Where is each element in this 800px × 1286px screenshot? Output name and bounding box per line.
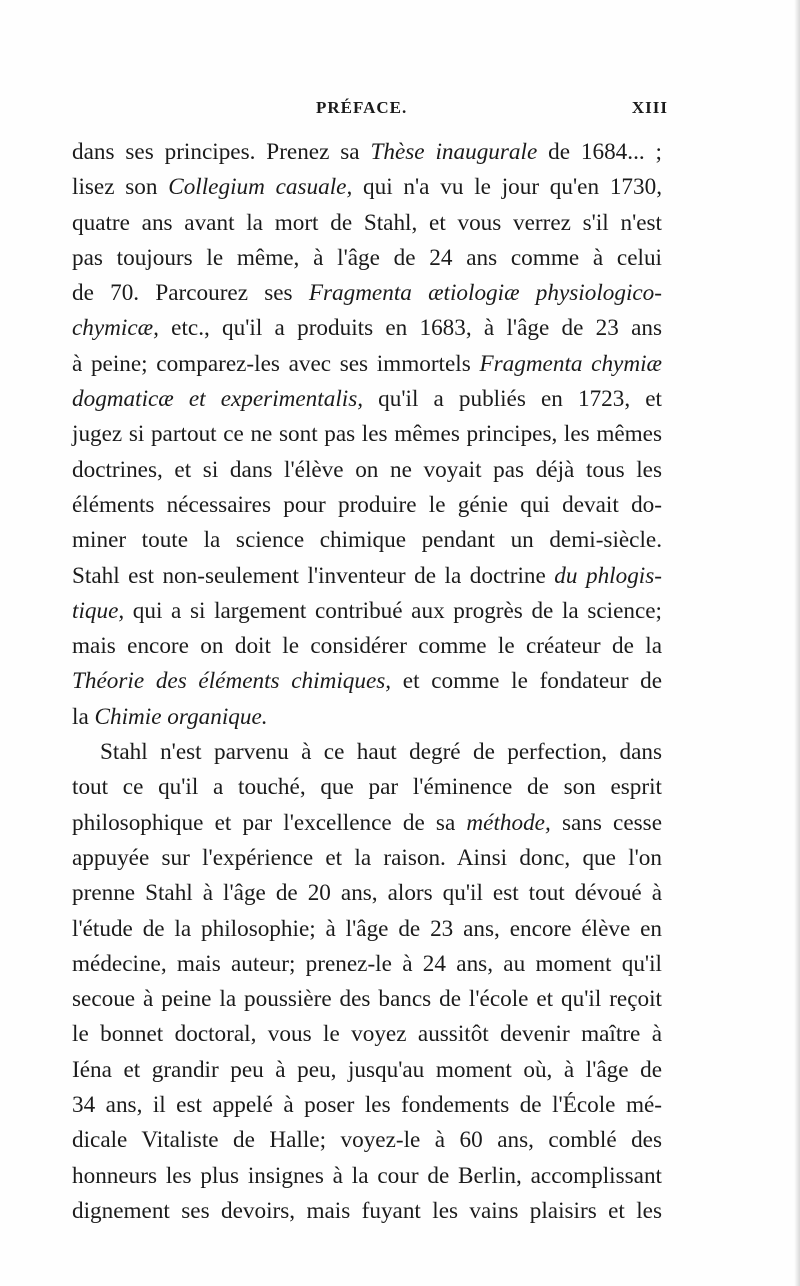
text-run: prenne Stahl à l'âge de 20 ans, alors qu'il est tout dévoué à xyxy=(72,880,662,907)
text-line xyxy=(72,311,662,346)
text-run: et comme le fondateur de xyxy=(391,668,663,695)
text-run: sans cesse xyxy=(550,809,662,836)
italic-text: Thèse inaugurale xyxy=(370,139,538,165)
text-line xyxy=(72,700,662,735)
text-line xyxy=(72,488,662,523)
text-run: secoue à peine la poussière des bancs de l'école et qu'il reçoit xyxy=(72,986,662,1013)
text-run: médecine, mais auteur; prenez-le à 24 ans, au moment qu'il xyxy=(72,950,662,977)
text-line xyxy=(72,382,662,417)
text-line xyxy=(72,876,662,911)
italic-text: méthode, xyxy=(466,809,551,836)
text-run: qu'il a publiés en 1723, et xyxy=(363,386,662,413)
text-line xyxy=(72,523,662,558)
text-line xyxy=(72,241,662,276)
italic-text: Fragmenta ætiologiæ physiologico- xyxy=(308,280,663,307)
text-line xyxy=(72,947,662,982)
page-edge-shadow xyxy=(794,0,800,1286)
text-run: qui a si largement contribué aux progrès de la science; xyxy=(124,597,662,624)
text-line xyxy=(72,806,662,841)
text-run: de 70. Parcourez ses xyxy=(72,280,309,307)
text-run: la xyxy=(72,703,95,730)
text-run: dicale Vitaliste de Halle; voyez-le à 60 ans, comblé des xyxy=(72,1127,662,1154)
italic-text: dogmaticæ et experimentalis, xyxy=(72,386,364,413)
text-line xyxy=(72,206,662,241)
text-line xyxy=(72,1088,662,1123)
text-line xyxy=(72,170,662,205)
italic-text: chymicæ, xyxy=(72,315,159,342)
text-run: quatre ans avant la mort de Stahl, et vous verrez s'il n'est xyxy=(72,209,662,236)
text-run: à peine; comparez-les avec ses immortels xyxy=(72,350,480,377)
paragraph xyxy=(72,135,662,735)
text-run: mais encore on doit le considérer comme le créateur de la xyxy=(72,633,662,660)
text-line xyxy=(72,735,662,770)
text-line xyxy=(72,1123,662,1158)
page-number: XIII xyxy=(631,98,668,117)
text-run: qui n'a vu le jour qu'en 1730, xyxy=(352,174,662,201)
text-run: Iéna et grandir peu à peu, jusqu'au moment où, à l'âge de xyxy=(72,1056,662,1083)
text-run: dans ses principes. Prenez sa xyxy=(72,139,371,165)
text-run: miner toute la science chimique pendant un demi-siècle. xyxy=(72,527,662,554)
text-run: 34 ans, il est appelé à poser les fondements de l'École mé- xyxy=(72,1092,662,1119)
text-line xyxy=(72,841,662,876)
text-line xyxy=(72,1159,662,1194)
text-run: de 1684... ; xyxy=(537,139,662,165)
text-line xyxy=(72,629,662,664)
text-line xyxy=(72,1053,662,1088)
text-line xyxy=(72,276,662,311)
text-line xyxy=(72,982,662,1017)
text-run: etc., qu'il a produits en 1683, à l'âge de 23 ans xyxy=(158,315,662,342)
text-run: appuyée sur l'expérience et la raison. Ainsi donc, que l'on xyxy=(72,844,662,871)
running-title: PRÉFACE. xyxy=(316,98,408,117)
text-line xyxy=(72,912,662,947)
italic-text: tique, xyxy=(72,597,125,624)
text-line xyxy=(72,559,662,594)
italic-text: Chimie organique. xyxy=(94,703,268,730)
text-run: pas toujours le même, à l'âge de 24 ans comme à celui xyxy=(72,244,662,271)
text-run: philosophique et par l'excellence de sa xyxy=(72,809,467,836)
italic-text: Fragmenta chymiæ xyxy=(479,350,662,377)
text-line xyxy=(72,417,662,452)
text-run: l'étude de la philosophie; à l'âge de 23 ans, encore élève en xyxy=(72,915,662,942)
italic-text: du phlogis- xyxy=(554,562,662,589)
text-run: le bonnet doctoral, vous le voyez aussitôt devenir maître à xyxy=(72,1021,662,1048)
text-run: Stahl n'est parvenu à ce haut degré de perfection, dans xyxy=(100,739,662,766)
text-run: lisez son xyxy=(72,174,169,201)
running-head xyxy=(72,98,668,128)
text-run: tout ce qu'il a touché, que par l'éminence de son esprit xyxy=(72,774,662,801)
text-line xyxy=(72,594,662,629)
text-run: honneurs les plus insignes à la cour de Berlin, accomplissant xyxy=(72,1162,662,1189)
text-line xyxy=(72,453,662,488)
text-line xyxy=(72,770,662,805)
text-line xyxy=(72,135,662,170)
text-run: Stahl est non-seulement l'inventeur de la doctrine xyxy=(72,562,555,589)
italic-text: Collegium casuale, xyxy=(168,174,353,201)
text-run: doctrines, et si dans l'élève on ne voyait pas déjà tous les xyxy=(72,456,662,483)
text-run: jugez si partout ce ne sont pas les mêmes principes, les mêmes xyxy=(72,421,662,448)
text-run: éléments nécessaires pour produire le génie qui devait do- xyxy=(72,491,662,518)
text-line xyxy=(72,1017,662,1052)
text-line xyxy=(72,1194,662,1229)
text-line xyxy=(72,664,662,699)
text-line xyxy=(72,347,662,382)
text-run: dignement ses devoirs, mais fuyant les vains plaisirs et les xyxy=(72,1197,662,1224)
paragraph xyxy=(72,735,662,1229)
italic-text: Théorie des éléments chimiques, xyxy=(72,668,392,695)
body-text xyxy=(72,135,662,1229)
